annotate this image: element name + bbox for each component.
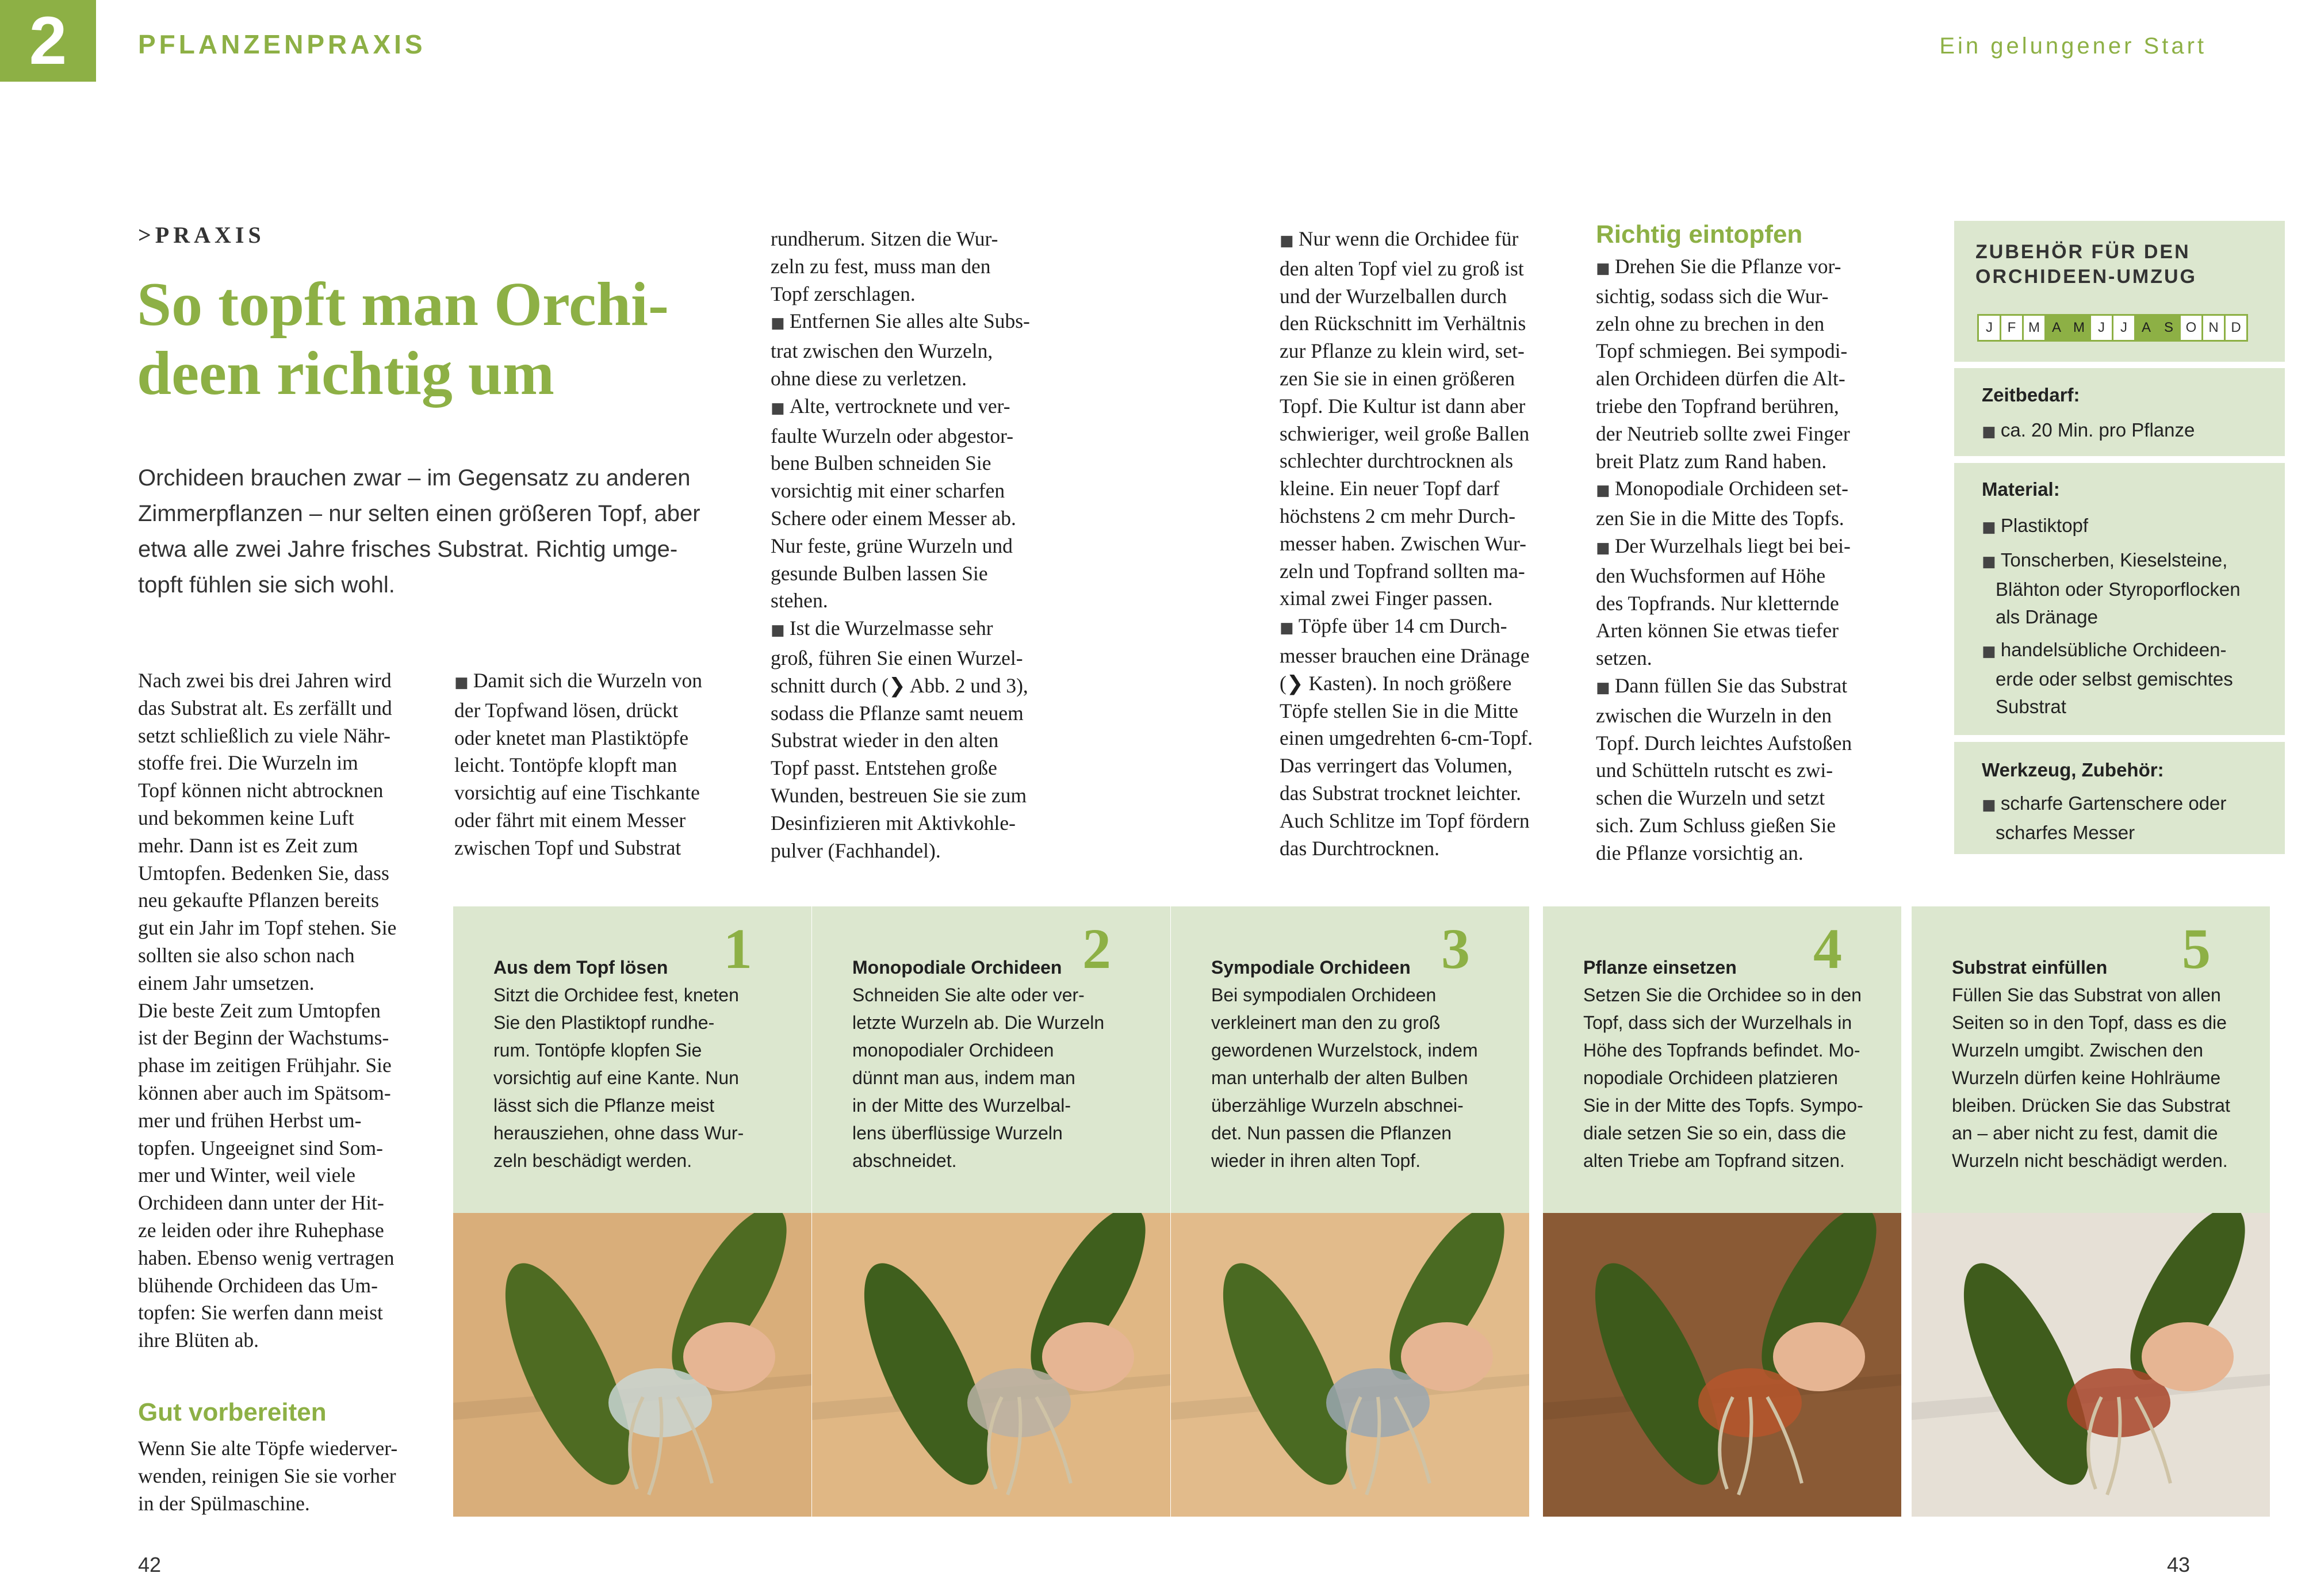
step-card	[1171, 906, 1529, 1213]
text-line: ze leiden oder ihre Ruhephase	[138, 1218, 384, 1242]
step-description	[852, 981, 1163, 1174]
text-line: groß, führen Sie einen Wurzel-	[771, 646, 1023, 669]
step-description	[1583, 981, 1894, 1174]
step-line: Seiten so in den Topf, dass es die	[1952, 1012, 2227, 1033]
text-line: der Topfwand lösen, drückt	[454, 698, 679, 722]
step-line: diale setzen Sie so ein, dass die	[1583, 1123, 1847, 1143]
step-number: 3	[1441, 917, 1470, 981]
text-line: messer brauchen eine Dränage	[1280, 644, 1530, 667]
text-line: neu gekaufte Pflanzen bereits	[138, 889, 379, 912]
text-line: und bekommen keine Luft	[138, 806, 354, 829]
step-line: in der Mitte des Wurzelbal-	[852, 1095, 1071, 1116]
text-line: (❯ Kasten). In noch größere	[1280, 671, 1512, 695]
text-line: schnitt durch (❯ Abb. 2 und 3),	[771, 673, 1028, 697]
text-line: vorsichtig auf eine Tischkante	[454, 781, 700, 805]
text-line: Töpfe stellen Sie in die Mitte	[1280, 699, 1519, 722]
text-line: topft fühlen sie sich wohl.	[138, 572, 395, 598]
text-line: etwa alle zwei Jahre frisches Substrat. Richtig umge-	[138, 537, 678, 562]
text-line: ist der Beginn der Wachstums-	[138, 1026, 389, 1050]
text-line: oder knetet man Plastiktöpfe	[454, 726, 689, 749]
step-line: abschneidet.	[852, 1150, 957, 1171]
month-cell: J	[1979, 316, 2001, 340]
month-cell: M	[2024, 316, 2046, 340]
text-line: Orchideen brauchen zwar – im Gegensatz zu anderen	[138, 465, 691, 491]
col5-lines	[1596, 253, 1895, 867]
text-line: Schere oder einem Messer ab.	[771, 506, 1016, 530]
text-line: setzen.	[1596, 646, 1652, 670]
text-line: den alten Topf viel zu groß ist	[1280, 257, 1524, 280]
text-line: topfen: Sie werfen dann meist	[138, 1301, 383, 1325]
text-line: pulver (Fachhandel).	[771, 839, 941, 862]
step-title: Pflanze einsetzen	[1583, 957, 1737, 978]
text-line: gut ein Jahr im Topf stehen. Sie	[138, 916, 397, 940]
step-title: Substrat einfüllen	[1952, 957, 2108, 978]
text-line: höchstens 2 cm mehr Durch-	[1280, 504, 1516, 527]
step-line: Sie in der Mitte des Topfs. Sympo-	[1583, 1095, 1863, 1116]
month-cell: O	[2181, 316, 2203, 340]
text-line: sichtig, sodass sich die Wur-	[1596, 284, 1829, 308]
material-item: ■ Plastiktopf	[1982, 515, 2089, 536]
step-photo	[1543, 1213, 1901, 1517]
text-line: zur Pflanze zu klein wird, set-	[1280, 339, 1525, 363]
text-line: stehen.	[771, 589, 828, 613]
text-line: der Neutrieb sollte zwei Finger	[1596, 422, 1850, 445]
text-line: gesunde Bulben lassen Sie	[771, 561, 988, 585]
step-line: an – aber nicht zu fest, damit die	[1952, 1123, 2218, 1143]
text-line: ohne diese zu verletzen.	[771, 366, 967, 390]
text-line: Auch Schlitze im Topf fördern	[1280, 809, 1530, 832]
text-line: mehr. Dann ist es Zeit zum	[138, 833, 358, 857]
chapter-number: 2	[29, 3, 67, 79]
text-line: ■ Töpfe über 14 cm Durch-	[1280, 614, 1507, 638]
headline-line: deen richtig um	[137, 339, 554, 408]
text-line: leicht. Tontöpfe klopft man	[454, 753, 677, 777]
text-line: triebe den Topfrand berühren,	[1596, 394, 1839, 418]
step-description	[493, 981, 804, 1174]
text-line: ■ Ist die Wurzelmasse sehr	[771, 617, 993, 640]
month-cell: F	[2001, 316, 2024, 340]
body-column-2	[454, 667, 742, 862]
step-number: 2	[1082, 917, 1111, 981]
text-line: ■ Nur wenn die Orchidee für	[1280, 227, 1519, 250]
step-line: Wurzeln umgibt. Zwischen den	[1952, 1040, 2203, 1061]
body-column-1	[138, 667, 426, 1354]
text-line: kleine. Ein neuer Topf darf	[1280, 477, 1500, 500]
material-item: ■ handelsübliche Orchideen- erde oder selbst gemischtes Substrat	[1982, 639, 2233, 717]
text-line: oder fährt mit einem Messer	[454, 808, 686, 832]
text-line: den Rückschnitt im Verhältnis	[1280, 312, 1526, 335]
text-line: zeln und Topfrand sollten ma-	[1280, 559, 1525, 583]
text-line: phase im zeitigen Frühjahr. Sie	[138, 1054, 392, 1077]
text-line: das Substrat alt. Es zerfällt und	[138, 696, 392, 719]
bullet-icon: ■	[1280, 232, 1299, 250]
step-line: monopodialer Orchideen	[852, 1040, 1054, 1061]
step-line: Wurzeln dürfen keine Hohlräume	[1952, 1067, 2221, 1088]
step-title: Sympodiale Orchideen	[1211, 957, 1411, 978]
step-line: Bei sympodialen Orchideen	[1211, 985, 1437, 1005]
time-value: ■ ca. 20 Min. pro Pflanze	[1982, 419, 2195, 441]
step-line: man unterhalb der alten Bulben	[1211, 1067, 1468, 1088]
text-line: mer und Winter, weil viele	[138, 1163, 356, 1187]
step-number: 1	[723, 917, 752, 981]
text-line: schwieriger, weil große Ballen	[1280, 422, 1530, 445]
text-line: Topf zerschlagen.	[771, 282, 916, 305]
step-line: überzählige Wurzeln abschnei-	[1211, 1095, 1464, 1116]
text-line: ■ Entfernen Sie alles alte Subs-	[771, 309, 1030, 333]
headline	[137, 270, 741, 408]
text-line: faulte Wurzeln oder abgestor-	[771, 424, 1014, 447]
text-line: einem Jahr umsetzen.	[138, 971, 315, 994]
text-line: zwischen Topf und Substrat	[454, 836, 681, 859]
text-line: sich. Zum Schluss gießen Sie	[1596, 813, 1836, 837]
text-line: Die beste Zeit zum Umtopfen	[138, 998, 381, 1022]
text-line: messer haben. Zwischen Wur-	[1280, 531, 1526, 555]
text-line: Topf. Durch leichtes Aufstoßen	[1596, 731, 1852, 755]
step-line: wieder in ihren alten Topf.	[1211, 1150, 1421, 1171]
text-line: vorsichtig mit einer scharfen	[771, 479, 1005, 503]
text-line: die Pflanze vorsichtig an.	[1596, 841, 1803, 864]
step-photo	[812, 1213, 1170, 1517]
step-number: 5	[2182, 917, 2211, 981]
step-line: lässt sich die Pflanze meist	[493, 1095, 715, 1116]
step-card	[1912, 906, 2270, 1213]
sidebar-title	[1975, 240, 2274, 289]
text-line: Substrat wieder in den alten	[771, 729, 999, 752]
step-line: Wurzeln nicht beschädigt werden.	[1952, 1150, 2228, 1171]
text-line: zen Sie in die Mitte des Topfs.	[1596, 507, 1844, 530]
text-line: zwischen die Wurzeln in den	[1596, 703, 1832, 727]
text-line: breit Platz zum Rand haben.	[1596, 449, 1827, 473]
bullet-icon: ■	[1596, 539, 1615, 557]
step-line: alten Triebe am Topfrand sitzen.	[1583, 1150, 1845, 1171]
step-description	[1952, 981, 2262, 1174]
text-line: schen die Wurzeln und setzt	[1596, 786, 1825, 810]
tools-item: ■ scharfe Gartenschere oder scharfes Messer	[1982, 793, 2227, 843]
body-column-3	[771, 225, 1075, 864]
text-line: Orchideen dann unter der Hit-	[138, 1191, 384, 1215]
step-card	[812, 906, 1170, 1213]
text-line: das Substrat trocknet leichter.	[1280, 781, 1521, 805]
step-line: Sitzt die Orchidee fest, kneten	[493, 985, 739, 1005]
step-line: zeln beschädigt werden.	[493, 1150, 692, 1171]
step-line: lens überflüssige Wurzeln	[852, 1123, 1063, 1143]
kicker: >PRAXIS	[138, 222, 265, 248]
month-calendar	[1977, 314, 2248, 342]
step-line: Füllen Sie das Substrat von allen	[1952, 985, 2221, 1005]
text-line: Topf passt. Entstehen große	[771, 756, 997, 780]
bullet-icon: ■	[771, 315, 790, 332]
step-line: nopodiale Orchideen platzieren	[1583, 1067, 1838, 1088]
text-line: stoffe frei. Die Wurzeln im	[138, 751, 358, 775]
text-line: Zimmerpflanzen – nur selten einen größeren Topf, aber	[138, 501, 700, 526]
material-item: ■ Tonscherben, Kieselsteine, Blähton oder Styroporflocken als Dränage	[1982, 549, 2241, 627]
month-cell: A	[2136, 316, 2158, 340]
text-line: in der Spülmaschine.	[138, 1491, 310, 1515]
text-line: und der Wurzelballen durch	[1280, 284, 1507, 308]
text-line: zeln ohne zu brechen in den	[1596, 312, 1825, 335]
month-cell: J	[2113, 316, 2136, 340]
step-line: verkleinert man den zu groß	[1211, 1012, 1441, 1033]
subheading-prepare: Gut vorbereiten	[138, 1398, 327, 1426]
text-line: Wunden, bestreuen Sie sie zum	[771, 783, 1027, 807]
step-photo	[1171, 1213, 1529, 1517]
bullet-icon: ■	[771, 399, 790, 417]
month-cell: D	[2231, 320, 2241, 335]
text-line: alen Orchideen dürfen die Alt-	[1596, 367, 1845, 391]
subheading-pot: Richtig eintopfen	[1596, 220, 1803, 248]
text-line: und Schütteln rutscht es zwi-	[1596, 759, 1833, 782]
step-line: letzte Wurzeln ab. Die Wurzeln	[852, 1012, 1105, 1033]
body-column-1b	[138, 1435, 426, 1517]
body-column-4	[1280, 225, 1573, 862]
text-line: sollten sie also schon nach	[138, 943, 355, 967]
text-line: Topf. Die Kultur ist dann aber	[1280, 394, 1526, 418]
month-cell: J	[2091, 316, 2113, 340]
step-description	[1211, 981, 1522, 1174]
section-subtitle: Ein gelungener Start	[1939, 33, 2207, 59]
text-line: Topf schmiegen. Bei sympodi-	[1596, 339, 1848, 363]
text-line: Nur feste, grüne Wurzeln und	[771, 534, 1013, 557]
text-line: einen umgedrehten 6-cm-Topf.	[1280, 726, 1533, 750]
text-line: blühende Orchideen das Um-	[138, 1273, 378, 1297]
step-photo	[1912, 1213, 2270, 1517]
intro-paragraph	[138, 460, 736, 603]
step-line: rum. Tontöpfe klopfen Sie	[493, 1040, 702, 1061]
sidebar-title-line: ORCHIDEEN-UMZUG	[1975, 266, 2197, 288]
text-line: ■ Dann füllen Sie das Substrat	[1596, 673, 1848, 697]
text-line: den Wuchsformen auf Höhe	[1596, 564, 1826, 587]
bullet-icon: ■	[454, 674, 473, 691]
text-line: das Durchtrocknen.	[1280, 836, 1439, 860]
text-line: trat zwischen den Wurzeln,	[771, 339, 993, 363]
step-card	[1543, 906, 1901, 1213]
section-title: PFLANZENPRAXIS	[138, 29, 426, 59]
step-line: Sie den Plastiktopf rundhe-	[493, 1012, 715, 1033]
text-line: Das verringert das Volumen,	[1280, 754, 1512, 778]
step-number: 4	[1813, 917, 1842, 981]
sidebar-title-line: ZUBEHÖR FÜR DEN	[1975, 241, 2191, 263]
text-line: rundherum. Sitzen die Wur-	[771, 227, 998, 250]
bullet-icon: ■	[1596, 260, 1615, 277]
bullet-icon: ■	[1280, 619, 1299, 637]
material-label: Material:	[1982, 479, 2060, 500]
step-line: vorsichtig auf eine Kante. Nun	[493, 1067, 739, 1088]
text-line: mer und frühen Herbst um-	[138, 1108, 362, 1132]
text-line: Umtopfen. Bedenken Sie, dass	[138, 861, 389, 885]
step-line: dünnt man aus, indem man	[852, 1067, 1075, 1088]
step-line: Setzen Sie die Orchidee so in den	[1583, 985, 1862, 1005]
step-line: gewordenen Wurzelstock, indem	[1211, 1040, 1478, 1061]
text-line: ■ Damit sich die Wurzeln von	[454, 669, 703, 692]
text-line: Nach zwei bis drei Jahren wird	[138, 669, 392, 692]
step-line: Schneiden Sie alte oder ver-	[852, 985, 1085, 1005]
step-title: Monopodiale Orchideen	[852, 957, 1062, 978]
bullet-icon: ■	[1596, 482, 1615, 500]
text-line: können aber auch im Spätsom-	[138, 1081, 391, 1104]
text-line: ■ Der Wurzelhals liegt bei bei-	[1596, 534, 1851, 557]
text-line: topfen. Ungeeignet sind Som-	[138, 1136, 383, 1159]
body-column-5	[1596, 219, 1895, 867]
step-line: det. Nun passen die Pflanzen	[1211, 1123, 1452, 1143]
step-card	[453, 906, 811, 1213]
text-line: haben. Ebenso wenig vertragen	[138, 1246, 395, 1269]
month-cell: N	[2203, 316, 2226, 340]
text-line: Topf können nicht abtrocknen	[138, 779, 384, 802]
text-line: setzt schließlich zu viele Nähr-	[138, 724, 390, 747]
month-cell: S	[2158, 316, 2181, 340]
text-line: ihre Blüten ab.	[138, 1329, 259, 1352]
page-number-left: 42	[138, 1553, 162, 1576]
step-line: herausziehen, ohne dass Wur-	[493, 1123, 744, 1143]
text-line: ■ Alte, vertrocknete und ver-	[771, 394, 1010, 418]
text-line: zeln zu fest, muss man den	[771, 254, 991, 278]
text-line: Wenn Sie alte Töpfe wiederver-	[138, 1437, 398, 1460]
bullet-icon: ■	[771, 622, 790, 640]
text-line: des Topfrands. Nur kletternde	[1596, 591, 1839, 615]
step-line: Topf, dass sich der Wurzelhals in	[1583, 1012, 1852, 1033]
text-line: zen Sie sie in einen größeren	[1280, 366, 1515, 390]
text-line: ■ Monopodiale Orchideen set-	[1596, 477, 1848, 500]
headline-line: So topft man Orchi-	[137, 270, 669, 339]
text-line: schlechter durchtrocknen als	[1280, 449, 1514, 473]
tools-label: Werkzeug, Zubehör:	[1982, 759, 2164, 780]
text-line: sodass die Pflanze samt neuem	[771, 701, 1024, 725]
text-line: ximal zwei Finger passen.	[1280, 587, 1493, 610]
bullet-icon: ■	[1596, 679, 1615, 696]
step-title: Aus dem Topf lösen	[493, 957, 668, 978]
text-line: Desinfizieren mit Aktivkohle-	[771, 811, 1016, 835]
text-line: bene Bulben schneiden Sie	[771, 451, 991, 475]
page-number-right: 43	[2167, 1553, 2191, 1576]
step-line: Höhe des Topfrands befindet. Mo-	[1583, 1040, 1860, 1061]
step-line: bleiben. Drücken Sie das Substrat	[1952, 1095, 2230, 1116]
time-label: Zeitbedarf:	[1982, 384, 2080, 405]
month-cell: M	[2069, 316, 2091, 340]
month-cell: A	[2046, 316, 2069, 340]
step-photo	[453, 1213, 811, 1517]
text-line: Arten können Sie etwas tiefer	[1596, 619, 1839, 642]
text-line: ■ Drehen Sie die Pflanze vor-	[1596, 255, 1841, 278]
text-line: wenden, reinigen Sie sie vorher	[138, 1464, 396, 1487]
